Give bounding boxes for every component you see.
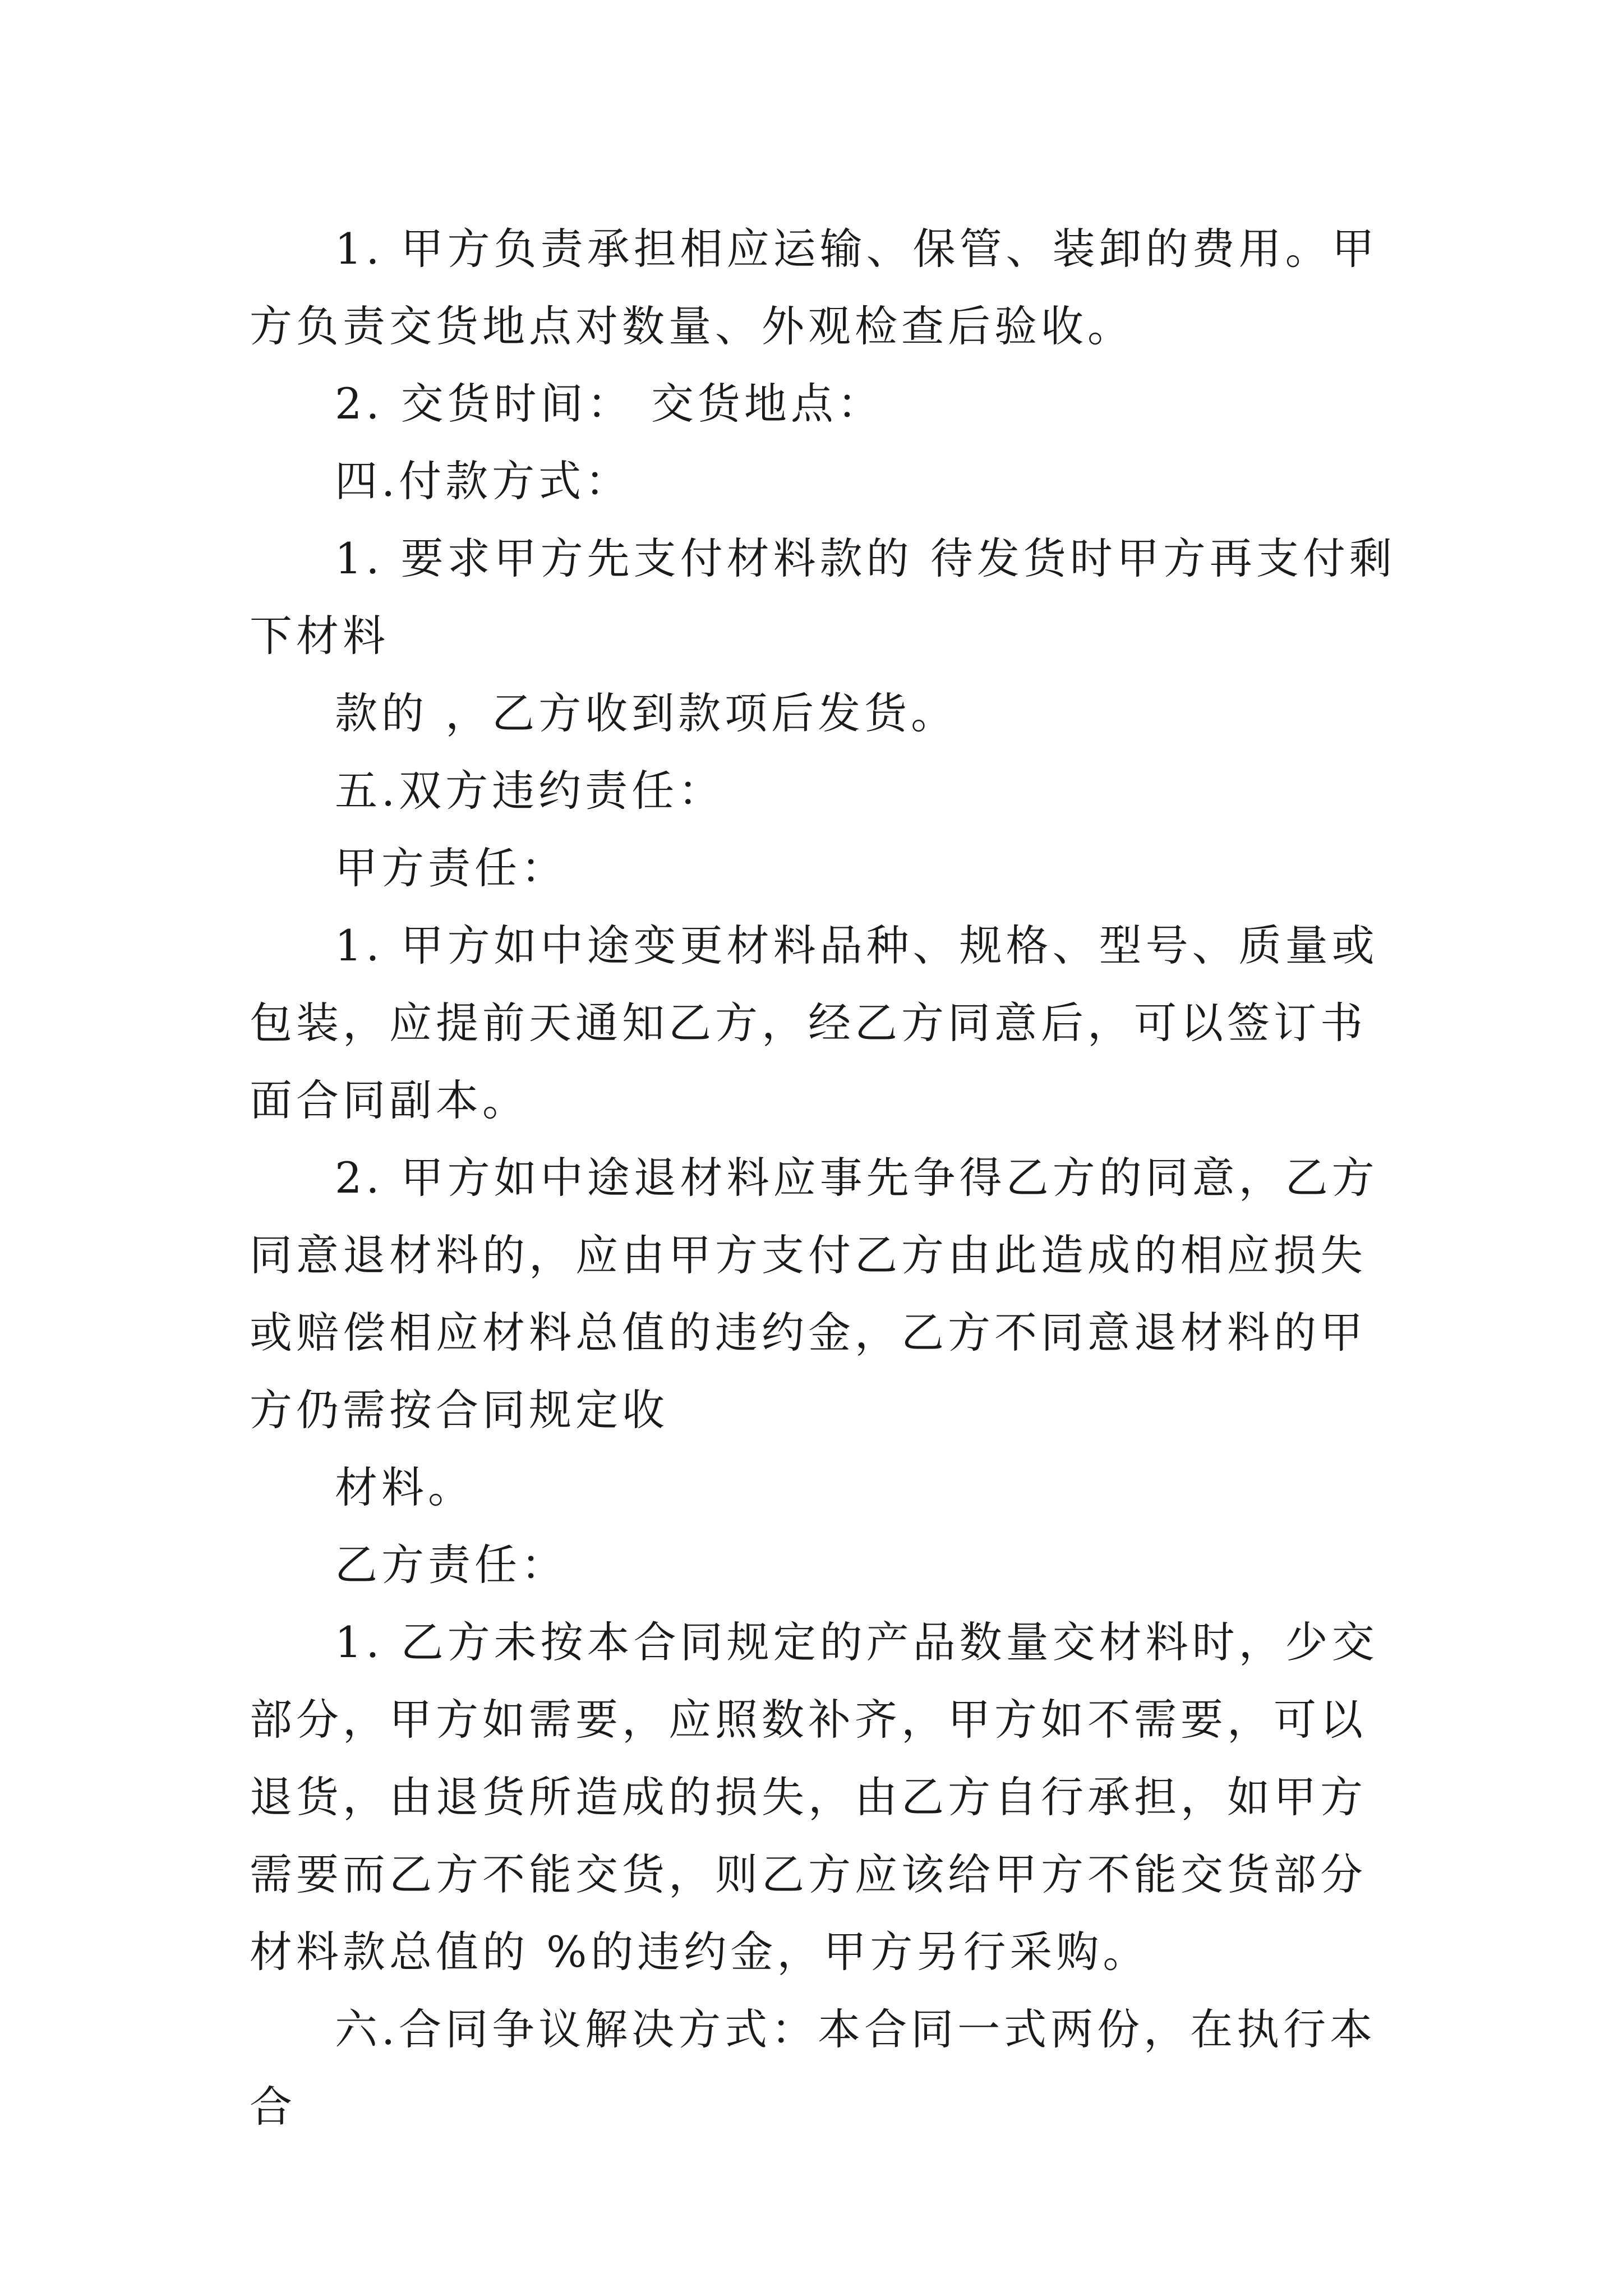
paragraph-transport-fees: 1. 甲方负责承担相应运输、保管、装卸的费用。甲方负责交货地点对数量、外观检查后验收。: [250, 224, 1378, 351]
paragraph-payment-2: 款的 ，乙方收到款项后发货。: [335, 688, 958, 738]
paragraph-delivery-time: 2. 交货时间： 交货地点：: [335, 379, 884, 429]
paragraph-party-a-2: 2. 甲方如中途退材料应事先争得乙方的同意，乙方同意退材料的，应由甲方支付乙方由此造成的相应损失或赔偿相应材料总值的违约金，乙方不同意退材料的甲方仍需按合同规定收: [250, 1153, 1378, 1435]
paragraph-payment-1: 1. 要求甲方先支付材料款的 待发货时甲方再支付剩下材料: [250, 533, 1396, 661]
paragraph-party-a-2-cont: 材料。: [335, 1462, 474, 1512]
paragraph-party-b-1: 1. 乙方未按本合同规定的产品数量交材料时，少交部分，甲方如需要，应照数补齐，甲方如不需要，可以退货，由退货所造成的损失，由乙方自行承担，如甲方需要而乙方不能交货，则乙方应该给甲方不能交货部分材料款总值的 %的违约金，甲方另行采购。: [250, 1617, 1378, 1977]
heading-breach-liability: 五.双方违约责任：: [335, 766, 725, 816]
heading-dispute-resolution: 六.合同争议解决方式：本合同一式两份，在执行本合: [250, 2004, 1377, 2132]
heading-party-a-liability: 甲方责任：: [335, 843, 568, 893]
heading-payment-method: 四.付款方式：: [335, 456, 632, 506]
document-body: [250, 210, 1405, 2146]
heading-party-b-liability: 乙方责任：: [335, 1540, 568, 1590]
paragraph-party-a-1: 1. 甲方如中途变更材料品种、规格、型号、质量或包装，应提前天通知乙方，经乙方同意后，可以签订书面合同副本。: [250, 921, 1378, 1125]
